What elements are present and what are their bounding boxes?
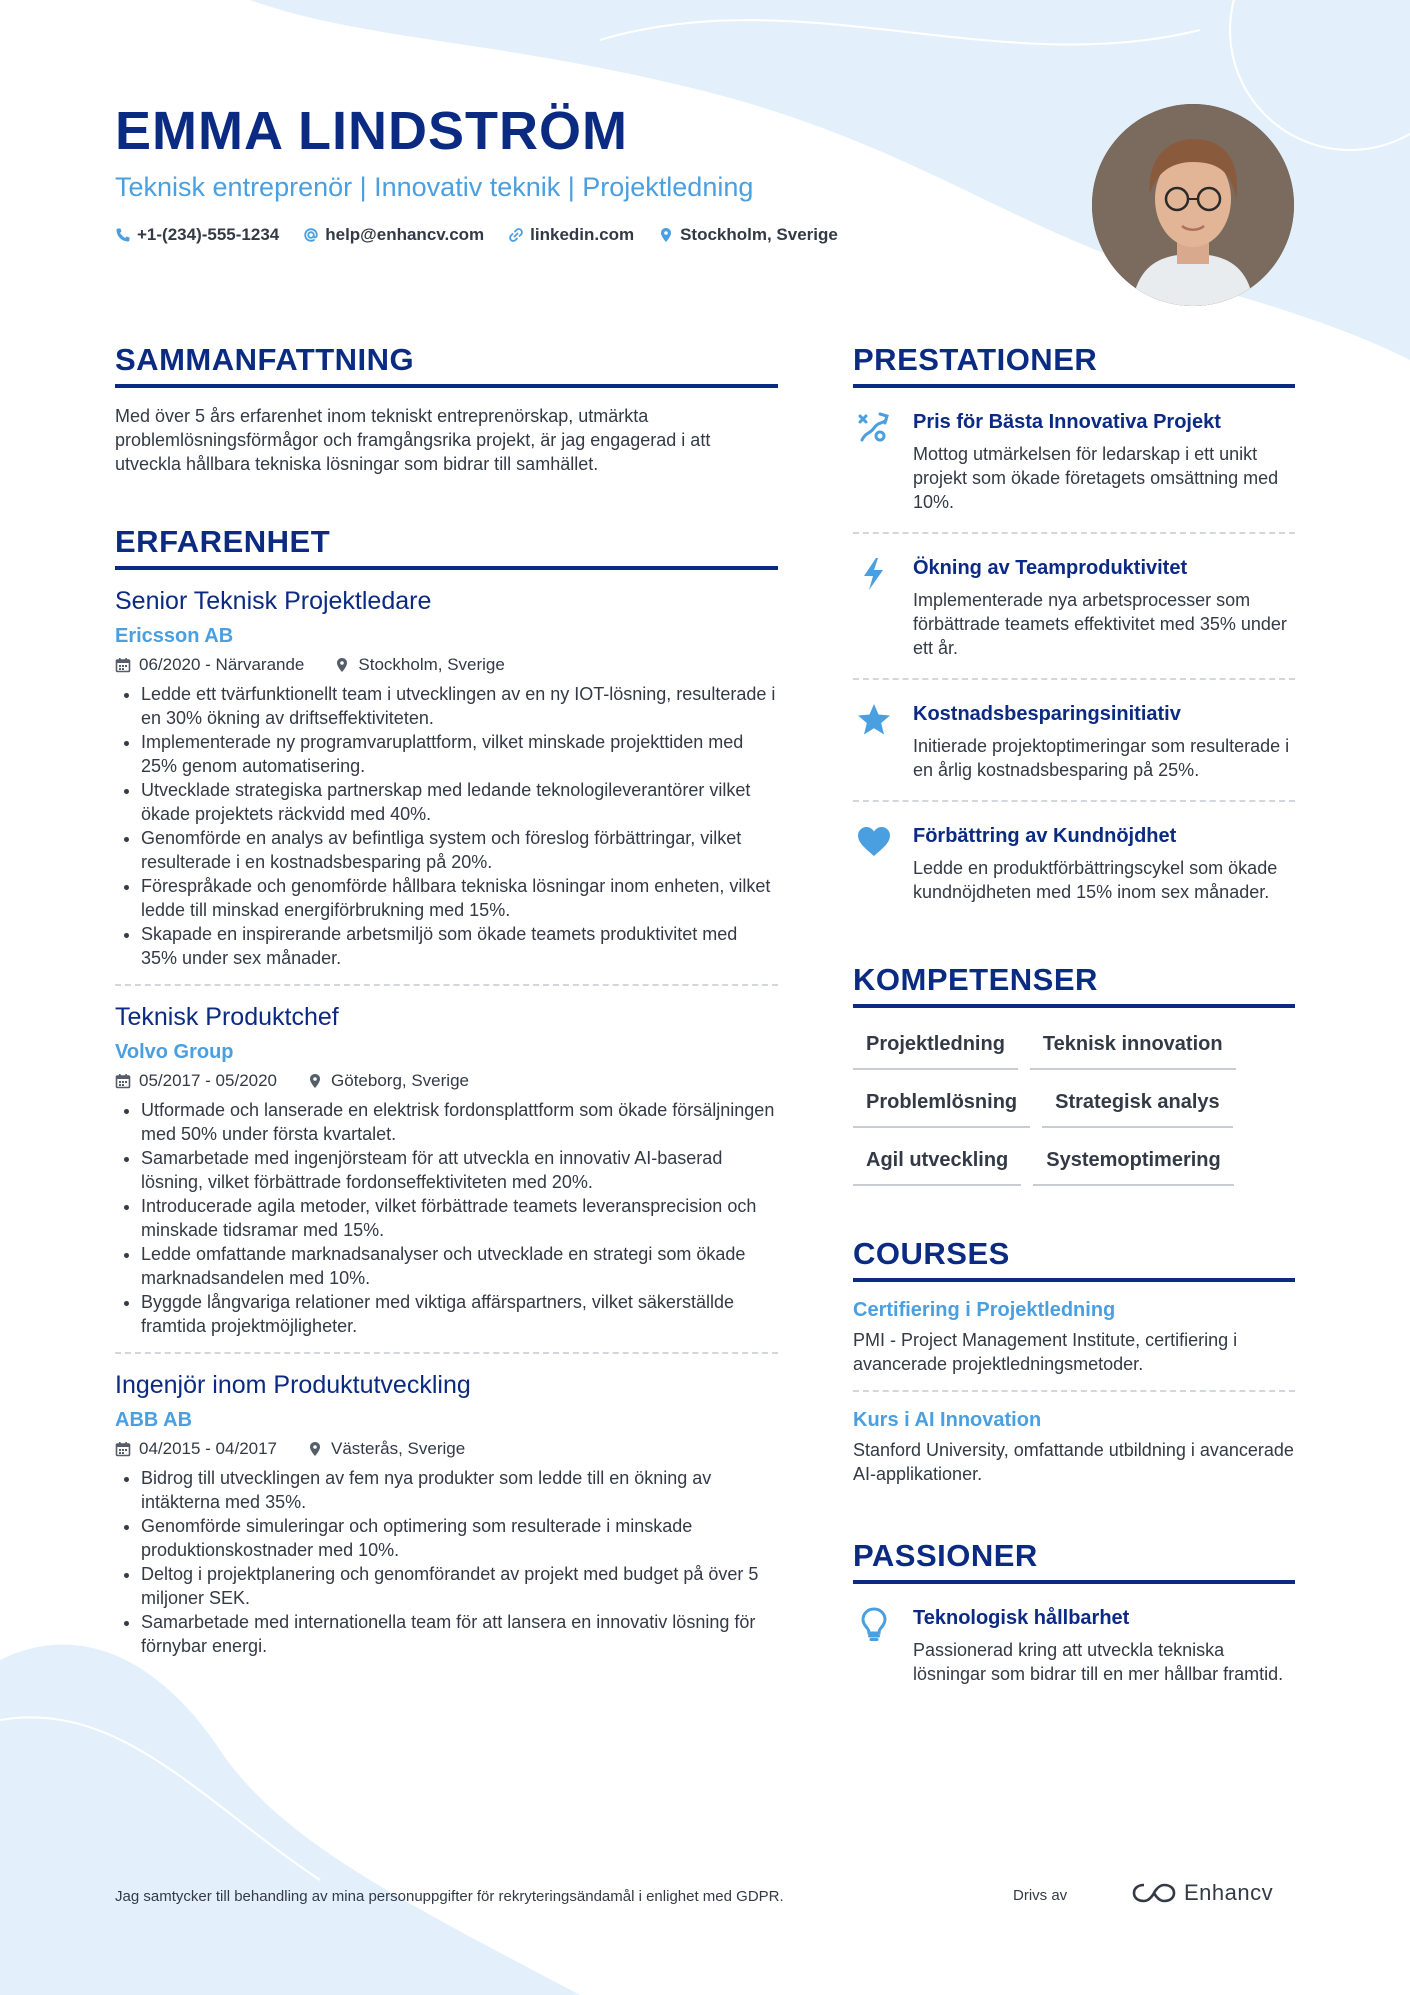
job-bullet: • Förespråkade och genomförde hållbara tekniska lösningar inom enheten, vilket ledde till minskad energiförbrukning med 15%. — [141, 874, 778, 922]
job-location: Stockholm, Sverige — [358, 655, 505, 674]
job-bullet: • Samarbetade med internationella team för att lansera en innovativ lösning för förnybar energi. — [141, 1610, 778, 1658]
job-title: Ingenjör inom Produktutveckling — [115, 1371, 471, 1399]
contact-phone[interactable] — [115, 221, 279, 249]
powered-by-label: Drivs av — [1013, 1887, 1068, 1904]
heart-icon — [856, 824, 892, 860]
experience-heading: ERFARENHET — [115, 522, 778, 570]
job-entry — [115, 986, 778, 1354]
star-icon — [856, 702, 892, 738]
passion-desc: Passionerad kring att utveckla tekniska lösningar som bidrar till en mer hållbar framtid. — [913, 1640, 1284, 1684]
map-pin-icon — [658, 227, 674, 243]
job-bullet: • Skapade en inspirerande arbetsmiljö som ökade teamets produktivitet med 35% under sex månader. — [141, 922, 778, 970]
job-meta — [115, 1068, 778, 1094]
skills-heading: KOMPETENSER — [853, 960, 1295, 1008]
contact-linkedin[interactable] — [508, 221, 634, 249]
job-bullets — [115, 682, 778, 970]
courses-heading: COURSES — [853, 1234, 1295, 1282]
email-text: help@enhancv.com — [325, 225, 485, 244]
gdpr-consent: Jag samtycker till behandling av mina personuppgifter för rekryteringsändamål i enlighet med GDPR. — [115, 1887, 784, 1905]
job-company: Ericsson AB — [115, 625, 234, 647]
brand-name: Enhancv — [1184, 1880, 1274, 1905]
calendar-icon — [115, 1441, 131, 1457]
experience-section — [115, 522, 778, 1672]
map-pin-icon — [334, 657, 350, 673]
at-icon — [303, 227, 319, 243]
achievement-title: Ökning av Teamproduktivitet — [913, 557, 1188, 579]
footer — [115, 1880, 1295, 1912]
course-title: Kurs i AI Innovation — [853, 1409, 1042, 1431]
skill-tag: Teknisk innovation — [1030, 1026, 1236, 1070]
skill-tag: Systemoptimering — [1033, 1142, 1233, 1186]
job-meta — [115, 1436, 778, 1462]
candidate-subtitle: Teknisk entreprenör | Innovativ teknik | Projektledning — [115, 172, 754, 202]
achievement-title: Pris för Bästa Innovativa Projekt — [913, 411, 1221, 433]
passion-item — [853, 1584, 1295, 1704]
job-bullet: • Introducerade agila metoder, vilket förbättrade teamets leveransprecision och minskade tidsramar med 15%. — [141, 1194, 778, 1242]
course-item — [853, 1392, 1295, 1500]
achievements-heading: PRESTATIONER — [853, 340, 1295, 388]
job-location: Göteborg, Sverige — [331, 1071, 469, 1090]
enhancv-logo-icon — [1132, 1881, 1176, 1905]
job-company: ABB AB — [115, 1409, 193, 1431]
course-title: Certifiering i Projektledning — [853, 1299, 1116, 1321]
contact-bar — [115, 221, 1075, 249]
phone-text: +1-(234)-555-1234 — [137, 225, 280, 244]
right-column — [853, 340, 1295, 1750]
job-bullet: • Samarbetade med ingenjörsteam för att utveckla en innovativ AI-baserad lösning, vilket förbättrade fordonseffektiviteten med 20%. — [141, 1146, 778, 1194]
profile-photo — [1092, 104, 1294, 306]
achievement-desc: Mottog utmärkelsen för ledarskap i ett unikt projekt som ökade företagets omsättning med 10%. — [913, 444, 1279, 512]
job-bullet: • Ledde ett tvärfunktionellt team i utvecklingen av en ny IOT-lösning, resulterade i en 30% ökning av driftseffektiviteten. — [141, 682, 778, 730]
calendar-icon — [115, 1073, 131, 1089]
job-meta — [115, 652, 778, 678]
job-title: Senior Teknisk Projektledare — [115, 587, 432, 615]
job-bullet: • Genomförde simuleringar och optimering som resulterade i minskade produktionskostnader med 10%. — [141, 1514, 778, 1562]
job-bullets — [115, 1466, 778, 1658]
achievements-section — [853, 340, 1295, 922]
location-text: Stockholm, Sverige — [680, 225, 838, 244]
achievement-desc: Implementerade nya arbetsprocesser som förbättrade teamets effektivitet med 35% under ett år. — [913, 590, 1287, 658]
job-bullet: • Deltog i projektplanering och genomförandet av projekt med budget på över 5 miljoner SEK. — [141, 1562, 778, 1610]
contact-email[interactable] — [303, 221, 484, 249]
job-location: Västerås, Sverige — [331, 1439, 466, 1458]
summary-text: Med över 5 års erfarenhet inom tekniskt entreprenörskap, utmärkta problemlösningsförmågor och framgångsrika projekt, är jag engagerad i att utveckla hållbara tekniska lösningar som bidrar till samhället. — [115, 406, 711, 474]
link-icon — [508, 227, 524, 243]
map-pin-icon — [307, 1073, 323, 1089]
course-desc: Stanford University, omfattande utbildning i avancerade AI-applikationer. — [853, 1440, 1294, 1484]
passions-heading: PASSIONER — [853, 1536, 1295, 1584]
job-bullet: • Ledde omfattande marknadsanalyser och utvecklade en strategi som ökade marknadsandelen med 10%. — [141, 1242, 778, 1290]
skill-tag: Agil utveckling — [853, 1142, 1021, 1186]
skills-list — [853, 1026, 1295, 1186]
passions-section — [853, 1536, 1295, 1704]
skill-tag: Strategisk analys — [1042, 1084, 1233, 1128]
lightbulb-icon — [856, 1606, 892, 1642]
target-path-icon — [856, 410, 892, 446]
lightning-icon — [856, 556, 892, 592]
job-dates: 04/2015 - 04/2017 — [139, 1439, 278, 1458]
job-dates: 05/2017 - 05/2020 — [139, 1071, 278, 1090]
passion-title: Teknologisk hållbarhet — [913, 1607, 1130, 1629]
achievement-desc: Initierade projektoptimeringar som resulterade i en årlig kostnadsbesparing på 25%. — [913, 736, 1290, 780]
job-bullet: • Implementerade ny programvaruplattform, vilket minskade projekttiden med 25% genom automatisering. — [141, 730, 778, 778]
skills-section — [853, 960, 1295, 1186]
phone-icon — [115, 227, 131, 243]
linkedin-text: linkedin.com — [530, 225, 635, 244]
job-dates: 06/2020 - Närvarande — [139, 655, 305, 674]
job-bullet: • Utformade och lanserade en elektrisk fordonsplattform som ökade försäljningen med 50% under första kvartalet. — [141, 1098, 778, 1146]
job-bullets — [115, 1098, 778, 1338]
job-bullet: • Bidrog till utvecklingen av fem nya produkter som ledde till en ökning av intäkterna med 35%. — [141, 1466, 778, 1514]
job-bullet: • Genomförde en analys av befintliga system och föreslog förbättringar, vilket resulterade i en kostnadsbesparing på 20%. — [141, 826, 778, 874]
brand-logo[interactable] — [1132, 1880, 1273, 1906]
left-column — [115, 340, 778, 1718]
job-entry — [115, 570, 778, 986]
job-entry — [115, 1354, 778, 1672]
achievement-desc: Ledde en produktförbättringscykel som ökade kundnöjdheten med 15% inom sex månader. — [913, 858, 1278, 902]
job-bullet: • Byggde långvariga relationer med viktiga affärspartners, vilket säkerställde framtida projektmöjligheter. — [141, 1290, 778, 1338]
achievement-item — [853, 802, 1295, 922]
candidate-name: EMMA LINDSTRÖM — [115, 101, 628, 161]
job-bullet: • Utvecklade strategiska partnerskap med ledande teknologileverantörer vilket ökade projektets räckvidd med 40%. — [141, 778, 778, 826]
calendar-icon — [115, 657, 131, 673]
course-desc: PMI - Project Management Institute, certifiering i avancerade projektledningsmetoder. — [853, 1330, 1238, 1374]
course-item — [853, 1282, 1295, 1392]
summary-section — [115, 340, 778, 476]
job-title: Teknisk Produktchef — [115, 1003, 339, 1031]
skill-tag: Problemlösning — [853, 1084, 1030, 1128]
skill-tag: Projektledning — [853, 1026, 1018, 1070]
achievement-item — [853, 534, 1295, 680]
achievement-title: Förbättring av Kundnöjdhet — [913, 825, 1177, 847]
achievement-title: Kostnadsbesparingsinitiativ — [913, 703, 1181, 725]
contact-location — [658, 221, 838, 249]
summary-heading: SAMMANFATTNING — [115, 340, 778, 388]
job-company: Volvo Group — [115, 1041, 234, 1063]
achievement-item — [853, 388, 1295, 534]
map-pin-icon — [307, 1441, 323, 1457]
courses-section — [853, 1234, 1295, 1500]
resume-header — [115, 95, 1075, 249]
achievement-item — [853, 680, 1295, 802]
